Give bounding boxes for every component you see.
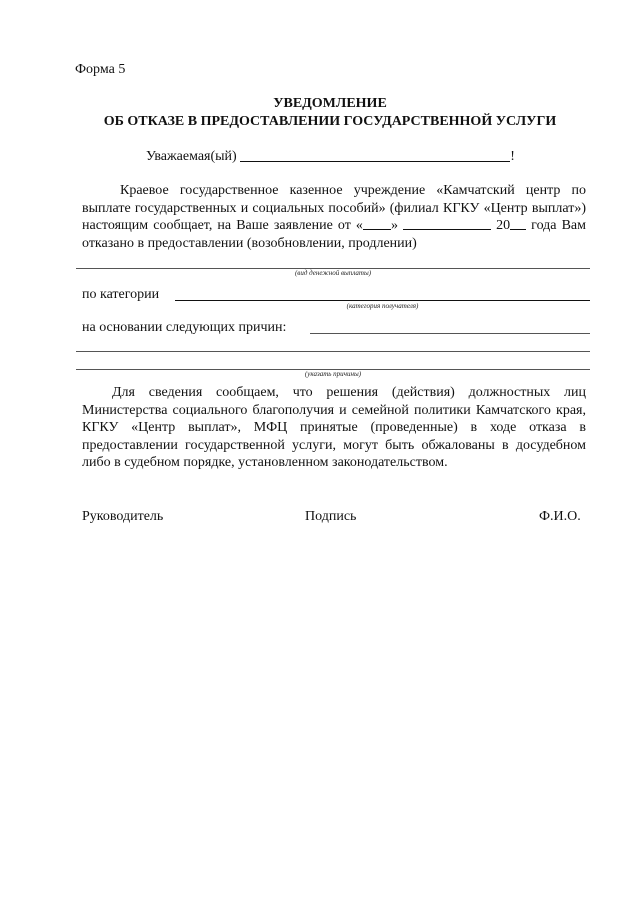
notice-text-1: Краевое государственное казенное учреждение «Камчатский центр по выплате государственных и социальных пособий» (филиал КГКУ «Центр выплат») настоящим сообщает, на Ваше заявление от «: [82, 183, 586, 233]
payment-type-caption: (вид денежной выплаты): [294, 269, 372, 277]
greeting-suffix: !: [510, 149, 515, 164]
category-caption: (категория получателя): [346, 302, 419, 310]
greeting: [146, 147, 515, 165]
notice-paragraph: [82, 182, 586, 252]
signature-head: Руководитель: [82, 509, 164, 524]
category-label: по категории: [82, 287, 160, 302]
application-month-blank[interactable]: [403, 217, 491, 230]
reasons-label: на основании следующих причин:: [82, 320, 287, 335]
recipient-name-blank[interactable]: [240, 147, 510, 162]
greeting-prefix: Уважаемая(ый): [146, 149, 237, 164]
notice-text-3: 20: [491, 218, 511, 233]
application-year-blank[interactable]: [510, 217, 526, 230]
notice-text-4: года Вам отказано в предоставлении (возобновлении, продлении): [82, 218, 586, 251]
document-title: УВЕДОМЛЕНИЕ: [273, 96, 387, 111]
category-line[interactable]: [175, 300, 590, 301]
notice-text-2: »: [390, 218, 404, 233]
reasons-caption: (указать причины): [304, 370, 362, 378]
reasons-line-1[interactable]: [310, 333, 590, 334]
document-subtitle: ОБ ОТКАЗЕ В ПРЕДОСТАВЛЕНИИ ГОСУДАРСТВЕННОЙ УСЛУГИ: [103, 114, 557, 129]
form-number: Форма 5: [75, 62, 126, 77]
signature-name: Ф.И.О.: [539, 509, 581, 524]
appeal-paragraph: Для сведения сообщаем, что решения (действия) должностных лиц Министерства социального благополучия и семейной политики Камчатского края, КГКУ «Центр выплат», МФЦ принятые (проведенные) в ходе отказа в предоставлении государственной услуги, могут быть обжалованы в досудебном либо в судебном порядке, установленном законодательством.: [82, 385, 586, 470]
signature-sign: Подпись: [305, 509, 357, 524]
application-day-blank[interactable]: [363, 217, 391, 230]
reasons-line-2[interactable]: [76, 351, 590, 352]
